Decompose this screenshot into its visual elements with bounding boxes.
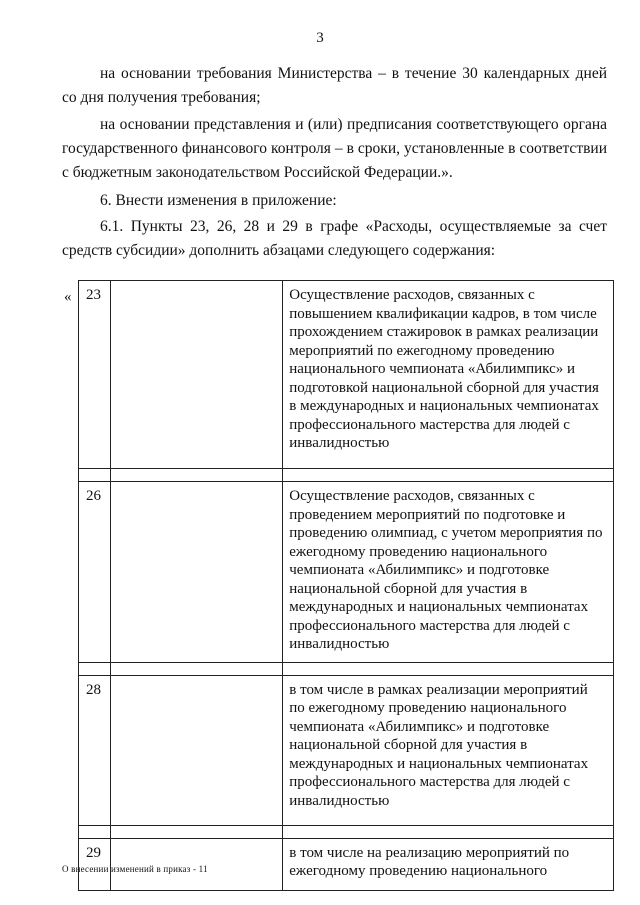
row-empty-cell <box>110 281 282 469</box>
row-number: 29 <box>79 838 111 890</box>
row-number: 23 <box>79 281 111 469</box>
paragraph-control-deadline: на основании представления и (или) предписания соответствующего органа государственного финансового контроля – в сроки, установленные в соответствии с бюджетным законодательством Российской Федерации.». <box>62 116 607 181</box>
row-empty-cell <box>110 675 282 825</box>
table-row <box>79 675 614 825</box>
table-row <box>79 482 614 663</box>
paragraph-section-6: 6. Внести изменения в приложение: <box>100 192 337 209</box>
row-text: в том числе на реализацию мероприятий по ежегодному проведению национального <box>283 838 614 890</box>
amendments-table <box>78 280 614 891</box>
footer-note: О внесении изменений в приказ - 11 <box>62 864 208 874</box>
row-number: 28 <box>79 675 111 825</box>
row-text: Осуществление расходов, связанных с повышением квалификации кадров, в том числе прохождением стажировок в рамках реализации мероприятий по ежегодному проведению национального чемпионата «Абилимпикс» и подготовкой национальной сборной для участия в международных и национальных чемпионатах профессионального мастерства для людей с инвалидностью <box>283 281 614 469</box>
row-empty-cell <box>110 482 282 663</box>
paragraph-requirement-deadline: на основании требования Министерства – в течение 30 календарных дней со дня получения требования; <box>62 65 607 106</box>
page-number: 3 <box>316 30 324 46</box>
row-text: Осуществление расходов, связанных с проведением мероприятий по подготовке и проведению олимпиад, с учетом мероприятия по ежегодному проведению национального чемпионата «Абилимпикс» и подготовке национальной сборной для участия в международных и национальных чемпионатах профессионального мастерства для людей с инвалидностью <box>283 482 614 663</box>
paragraph-section-6-1: 6.1. Пункты 23, 26, 28 и 29 в графе «Расходы, осуществляемые за счет средств субсидии» дополнить абзацами следующего содержания: <box>62 218 607 259</box>
opening-quote-mark: « <box>64 289 72 305</box>
row-gap <box>79 825 614 838</box>
row-gap <box>79 662 614 675</box>
row-text: в том числе в рамках реализации мероприятий по ежегодному проведению национального чемпионата «Абилимпикс» и подготовке национальной сборной для участия в международных и национальных чемпионатах профессионального мастерства для людей с инвалидностью <box>283 675 614 825</box>
row-number: 26 <box>79 482 111 663</box>
row-gap <box>79 469 614 482</box>
table-row <box>79 281 614 469</box>
